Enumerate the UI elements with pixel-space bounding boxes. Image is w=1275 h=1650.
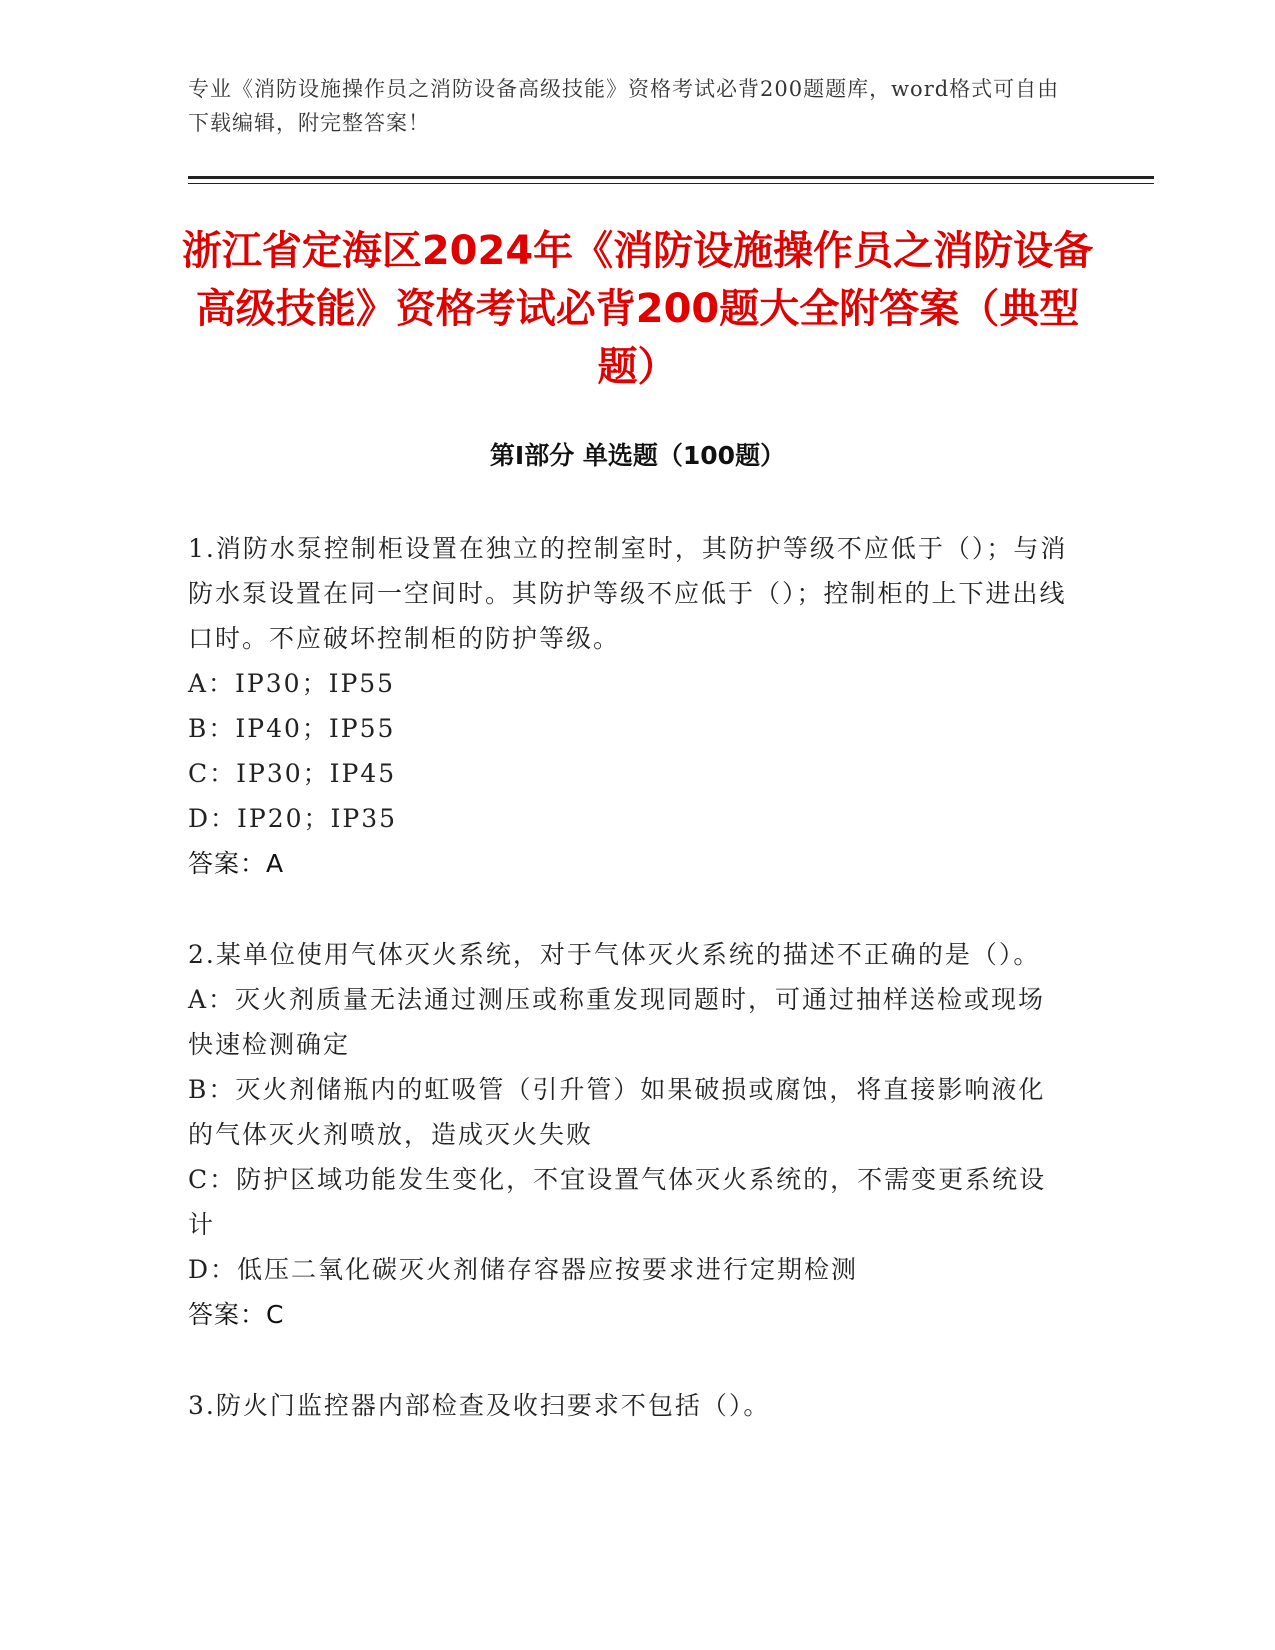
question-1 <box>188 526 1068 886</box>
option-a: A：IP30；IP55 <box>188 669 396 698</box>
question-2 <box>188 932 1068 1337</box>
section-heading: 第I部分 单选题（100题） <box>489 441 786 470</box>
option-d: D：低压二氧化碳灭火剂储存容器应按要求进行定期检测 <box>188 1255 859 1284</box>
option-c: C：IP30；IP45 <box>188 759 397 788</box>
answer: 答案：C <box>188 1300 285 1329</box>
header-rule-thin <box>188 183 1154 184</box>
option-c: C：防护区域功能发生变化，不宜设置气体灭火系统的，不需变更系统设计 <box>188 1165 1047 1239</box>
question-stem: 2.某单位使用气体灭火系统，对于气体灭火系统的描述不正确的是（）。 <box>188 940 1041 969</box>
question-list <box>188 526 1068 1474</box>
document-title: 浙江省定海区2024年《消防设施操作员之消防设备高级技能》资格考试必背200题大全附答案（典型题） <box>181 228 1094 390</box>
header-note: 专业《消防设施操作员之消防设备高级技能》资格考试必背200题题库，word格式可自由下载编辑，附完整答案！ <box>188 77 1060 135</box>
option-a: A：灭火剂质量无法通过测压或称重发现同题时，可通过抽样送检或现场快速检测确定 <box>188 985 1046 1059</box>
option-b: B：IP40；IP55 <box>188 714 396 743</box>
option-b: B：灭火剂储瓶内的虹吸管（引升管）如果破损或腐蚀，将直接影响液化的气体灭火剂喷放，造成灭火失败 <box>188 1075 1046 1149</box>
question-stem: 1.消防水泵控制柜设置在独立的控制室时，其防护等级不应低于（）；与消防水泵设置在同一空间时。其防护等级不应低于（）；控制柜的上下进出线口时。不应破坏控制柜的防护等级。 <box>188 534 1068 653</box>
option-d: D：IP20；IP35 <box>188 804 398 833</box>
answer: 答案：A <box>188 849 285 878</box>
header-rule-thick <box>188 176 1154 179</box>
question-stem: 3.防火门监控器内部检查及收扫要求不包括（）。 <box>188 1391 771 1420</box>
question-3 <box>188 1383 1068 1428</box>
